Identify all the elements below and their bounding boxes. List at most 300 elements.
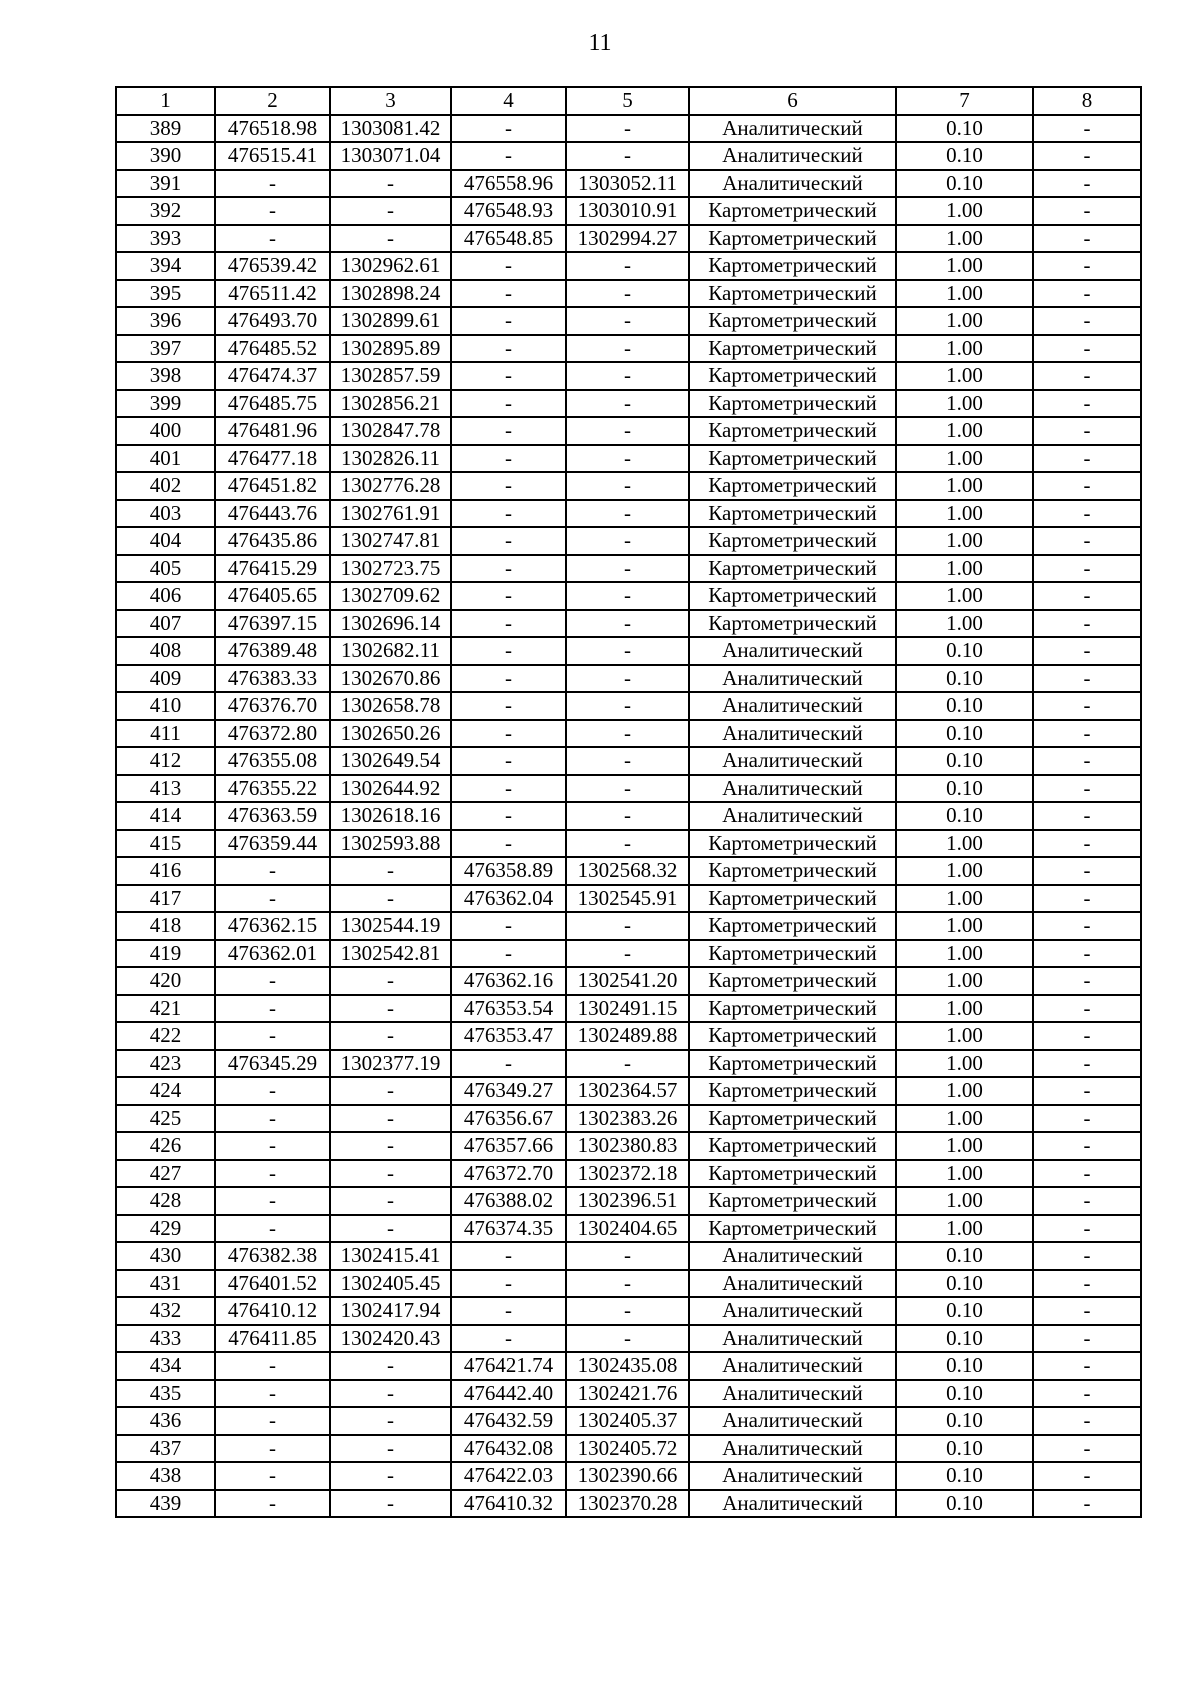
- table-cell: 476442.40: [451, 1380, 566, 1408]
- table-cell: -: [215, 1160, 330, 1188]
- table-row: [116, 1490, 1141, 1518]
- table-cell: 0.10: [896, 1297, 1033, 1325]
- table-cell: -: [1033, 252, 1141, 280]
- table-cell: -: [1033, 1297, 1141, 1325]
- table-cell: 0.10: [896, 115, 1033, 143]
- table-cell: 1302383.26: [566, 1105, 689, 1133]
- table-cell: Аналитический: [689, 692, 896, 720]
- table-cell: -: [451, 280, 566, 308]
- table-cell: 397: [116, 335, 215, 363]
- column-header: 7: [896, 87, 1033, 115]
- table-cell: Картометрический: [689, 307, 896, 335]
- table-cell: 476515.41: [215, 142, 330, 170]
- table-cell: -: [566, 775, 689, 803]
- table-cell: -: [566, 115, 689, 143]
- table-cell: -: [1033, 1105, 1141, 1133]
- table-cell: 476558.96: [451, 170, 566, 198]
- table-cell: Аналитический: [689, 775, 896, 803]
- table-cell: -: [215, 1022, 330, 1050]
- table-row: [116, 1325, 1141, 1353]
- table-cell: 476362.15: [215, 912, 330, 940]
- table-row: [116, 335, 1141, 363]
- table-row: [116, 912, 1141, 940]
- table-cell: 476382.38: [215, 1242, 330, 1270]
- table-cell: 1302544.19: [330, 912, 451, 940]
- table-cell: -: [330, 1022, 451, 1050]
- table-cell: Картометрический: [689, 555, 896, 583]
- table-cell: -: [1033, 335, 1141, 363]
- table-cell: -: [1033, 390, 1141, 418]
- table-cell: 1302847.78: [330, 417, 451, 445]
- table-cell: 1.00: [896, 912, 1033, 940]
- table-cell: Картометрический: [689, 1132, 896, 1160]
- table-cell: 476421.74: [451, 1352, 566, 1380]
- table-cell: 476372.70: [451, 1160, 566, 1188]
- table-cell: -: [1033, 940, 1141, 968]
- table-cell: -: [1033, 417, 1141, 445]
- table-cell: 409: [116, 665, 215, 693]
- table-cell: Картометрический: [689, 967, 896, 995]
- table-cell: 390: [116, 142, 215, 170]
- table-cell: 1.00: [896, 830, 1033, 858]
- table-cell: 476485.75: [215, 390, 330, 418]
- table-cell: -: [451, 720, 566, 748]
- table-cell: 1302723.75: [330, 555, 451, 583]
- table-cell: 427: [116, 1160, 215, 1188]
- table-cell: 394: [116, 252, 215, 280]
- table-cell: -: [330, 995, 451, 1023]
- table-row: [116, 500, 1141, 528]
- table-cell: -: [451, 912, 566, 940]
- table-cell: 476481.96: [215, 417, 330, 445]
- table-cell: -: [1033, 830, 1141, 858]
- table-cell: 1302370.28: [566, 1490, 689, 1518]
- table-cell: 476359.44: [215, 830, 330, 858]
- table-cell: 0.10: [896, 1270, 1033, 1298]
- table-cell: 438: [116, 1462, 215, 1490]
- table-cell: -: [1033, 307, 1141, 335]
- table-cell: 1302415.41: [330, 1242, 451, 1270]
- table-cell: -: [1033, 967, 1141, 995]
- table-cell: -: [1033, 1050, 1141, 1078]
- table-cell: -: [1033, 857, 1141, 885]
- table-cell: 1302390.66: [566, 1462, 689, 1490]
- table-cell: -: [330, 225, 451, 253]
- table-row: [116, 1380, 1141, 1408]
- table-cell: 476388.02: [451, 1187, 566, 1215]
- table-cell: -: [1033, 1352, 1141, 1380]
- table-cell: 1302380.83: [566, 1132, 689, 1160]
- table-cell: 422: [116, 1022, 215, 1050]
- table-cell: Картометрический: [689, 197, 896, 225]
- table-cell: 1302856.21: [330, 390, 451, 418]
- table-cell: 430: [116, 1242, 215, 1270]
- table-cell: Картометрический: [689, 582, 896, 610]
- table-row: [116, 527, 1141, 555]
- table-cell: 476389.48: [215, 637, 330, 665]
- table-cell: -: [566, 1325, 689, 1353]
- table-cell: -: [215, 1132, 330, 1160]
- table-cell: -: [215, 885, 330, 913]
- table-cell: 400: [116, 417, 215, 445]
- table-row: [116, 775, 1141, 803]
- table-cell: 406: [116, 582, 215, 610]
- table-cell: -: [451, 335, 566, 363]
- table-cell: 1302593.88: [330, 830, 451, 858]
- table-cell: 476477.18: [215, 445, 330, 473]
- table-row: [116, 802, 1141, 830]
- table-cell: Аналитический: [689, 1490, 896, 1518]
- table-cell: 476353.54: [451, 995, 566, 1023]
- table-cell: -: [566, 610, 689, 638]
- table-cell: -: [451, 362, 566, 390]
- table-row: [116, 857, 1141, 885]
- table-cell: 476355.22: [215, 775, 330, 803]
- table-cell: -: [1033, 802, 1141, 830]
- table-cell: 428: [116, 1187, 215, 1215]
- table-row: [116, 1407, 1141, 1435]
- table-cell: 412: [116, 747, 215, 775]
- table-cell: -: [215, 1187, 330, 1215]
- table-cell: 1.00: [896, 582, 1033, 610]
- table-cell: Аналитический: [689, 1242, 896, 1270]
- table-cell: -: [566, 472, 689, 500]
- table-cell: 1302994.27: [566, 225, 689, 253]
- table-cell: -: [215, 857, 330, 885]
- table-cell: 411: [116, 720, 215, 748]
- table-cell: -: [566, 527, 689, 555]
- table-cell: -: [451, 1050, 566, 1078]
- table-cell: -: [330, 1407, 451, 1435]
- table-cell: 1.00: [896, 280, 1033, 308]
- table-cell: -: [566, 555, 689, 583]
- table-cell: -: [451, 665, 566, 693]
- table-row: [116, 472, 1141, 500]
- table-cell: 437: [116, 1435, 215, 1463]
- table-cell: 396: [116, 307, 215, 335]
- table-cell: -: [1033, 500, 1141, 528]
- table-cell: 0.10: [896, 747, 1033, 775]
- table-cell: 1302826.11: [330, 445, 451, 473]
- table-cell: 1302618.16: [330, 802, 451, 830]
- table-cell: -: [566, 362, 689, 390]
- table-row: [116, 940, 1141, 968]
- table-cell: Картометрический: [689, 527, 896, 555]
- table-cell: 0.10: [896, 1462, 1033, 1490]
- table-cell: 416: [116, 857, 215, 885]
- table-cell: 1302405.72: [566, 1435, 689, 1463]
- table-cell: 434: [116, 1352, 215, 1380]
- table-row: [116, 830, 1141, 858]
- table-cell: Картометрический: [689, 1050, 896, 1078]
- table-cell: 1302396.51: [566, 1187, 689, 1215]
- table-cell: 476355.08: [215, 747, 330, 775]
- table-cell: -: [215, 225, 330, 253]
- table-cell: 1302709.62: [330, 582, 451, 610]
- table-cell: -: [1033, 1022, 1141, 1050]
- table-cell: 1302682.11: [330, 637, 451, 665]
- table-row: [116, 665, 1141, 693]
- table-cell: -: [1033, 197, 1141, 225]
- table-cell: 476485.52: [215, 335, 330, 363]
- table-cell: 476511.42: [215, 280, 330, 308]
- table-cell: 1.00: [896, 197, 1033, 225]
- table-cell: -: [451, 940, 566, 968]
- table-cell: 0.10: [896, 1490, 1033, 1518]
- table-cell: 410: [116, 692, 215, 720]
- table-cell: Картометрический: [689, 1105, 896, 1133]
- table-cell: -: [215, 170, 330, 198]
- table-cell: 476410.32: [451, 1490, 566, 1518]
- table-cell: 476358.89: [451, 857, 566, 885]
- table-row: [116, 1352, 1141, 1380]
- table-cell: Картометрический: [689, 1160, 896, 1188]
- table-cell: 1302895.89: [330, 335, 451, 363]
- table-cell: -: [566, 390, 689, 418]
- table-cell: 476518.98: [215, 115, 330, 143]
- table-cell: 1302541.20: [566, 967, 689, 995]
- table-cell: -: [566, 307, 689, 335]
- table-cell: -: [215, 995, 330, 1023]
- table-cell: 476353.47: [451, 1022, 566, 1050]
- table-cell: 1.00: [896, 252, 1033, 280]
- table-cell: -: [1033, 225, 1141, 253]
- table-row: [116, 967, 1141, 995]
- table-row: [116, 720, 1141, 748]
- table-cell: -: [566, 747, 689, 775]
- table-cell: -: [566, 335, 689, 363]
- table-cell: 476356.67: [451, 1105, 566, 1133]
- table-cell: -: [451, 1270, 566, 1298]
- table-cell: 0.10: [896, 692, 1033, 720]
- table-cell: 1.00: [896, 500, 1033, 528]
- table-cell: 1.00: [896, 885, 1033, 913]
- table-cell: 1302899.61: [330, 307, 451, 335]
- table-cell: 395: [116, 280, 215, 308]
- table-cell: Аналитический: [689, 1380, 896, 1408]
- table-cell: Картометрический: [689, 830, 896, 858]
- table-row: [116, 885, 1141, 913]
- table-header-row: [116, 87, 1141, 115]
- table-cell: 1.00: [896, 335, 1033, 363]
- column-header: 2: [215, 87, 330, 115]
- table-row: [116, 417, 1141, 445]
- table-row: [116, 1462, 1141, 1490]
- table-row: [116, 1297, 1141, 1325]
- table-cell: Картометрический: [689, 1022, 896, 1050]
- table-cell: 1302747.81: [330, 527, 451, 555]
- table-cell: -: [451, 115, 566, 143]
- table-cell: Аналитический: [689, 720, 896, 748]
- table-cell: -: [1033, 637, 1141, 665]
- table-cell: 476415.29: [215, 555, 330, 583]
- table-row: [116, 1435, 1141, 1463]
- table-cell: Картометрический: [689, 1187, 896, 1215]
- table-cell: 1.00: [896, 472, 1033, 500]
- table-cell: 1.00: [896, 555, 1033, 583]
- table-cell: 1303010.91: [566, 197, 689, 225]
- table-row: [116, 1132, 1141, 1160]
- table-cell: 1302761.91: [330, 500, 451, 528]
- table-cell: 423: [116, 1050, 215, 1078]
- table-cell: -: [566, 1242, 689, 1270]
- table-cell: -: [330, 1462, 451, 1490]
- table-cell: 1302372.18: [566, 1160, 689, 1188]
- table-cell: -: [1033, 1325, 1141, 1353]
- table-cell: Картометрический: [689, 857, 896, 885]
- table-cell: 476349.27: [451, 1077, 566, 1105]
- table-cell: Картометрический: [689, 1077, 896, 1105]
- table-cell: 1302420.43: [330, 1325, 451, 1353]
- table-row: [116, 170, 1141, 198]
- table-cell: -: [566, 1297, 689, 1325]
- table-cell: 1303052.11: [566, 170, 689, 198]
- table-cell: 476383.33: [215, 665, 330, 693]
- table-cell: 1302857.59: [330, 362, 451, 390]
- table-cell: 1.00: [896, 1077, 1033, 1105]
- table-cell: -: [330, 197, 451, 225]
- table-cell: -: [451, 747, 566, 775]
- table-cell: -: [330, 1215, 451, 1243]
- table-cell: 1302670.86: [330, 665, 451, 693]
- table-cell: -: [330, 1380, 451, 1408]
- table-cell: -: [451, 307, 566, 335]
- table-cell: -: [1033, 692, 1141, 720]
- table-cell: -: [1033, 555, 1141, 583]
- table-cell: 419: [116, 940, 215, 968]
- table-cell: 435: [116, 1380, 215, 1408]
- table-cell: 0.10: [896, 775, 1033, 803]
- table-cell: 0.10: [896, 170, 1033, 198]
- table-cell: Аналитический: [689, 1462, 896, 1490]
- table-cell: 1302377.19: [330, 1050, 451, 1078]
- table-cell: 1302542.81: [330, 940, 451, 968]
- table-cell: 391: [116, 170, 215, 198]
- table-cell: -: [1033, 720, 1141, 748]
- table-cell: Картометрический: [689, 280, 896, 308]
- table-cell: -: [215, 1105, 330, 1133]
- table-cell: -: [215, 1490, 330, 1518]
- table-cell: 401: [116, 445, 215, 473]
- table-cell: -: [566, 720, 689, 748]
- table-cell: 425: [116, 1105, 215, 1133]
- table-cell: -: [1033, 1270, 1141, 1298]
- table-cell: 476362.16: [451, 967, 566, 995]
- table-cell: -: [1033, 912, 1141, 940]
- table-cell: 403: [116, 500, 215, 528]
- column-header: 5: [566, 87, 689, 115]
- table-cell: -: [215, 1407, 330, 1435]
- table-cell: -: [1033, 885, 1141, 913]
- table-cell: -: [566, 280, 689, 308]
- page-number: 11: [588, 30, 612, 56]
- table-cell: -: [1033, 527, 1141, 555]
- table-cell: 1302898.24: [330, 280, 451, 308]
- table-cell: -: [566, 142, 689, 170]
- table-cell: -: [566, 912, 689, 940]
- table-cell: 414: [116, 802, 215, 830]
- table-cell: -: [566, 830, 689, 858]
- table-row: [116, 1270, 1141, 1298]
- table-cell: Картометрический: [689, 417, 896, 445]
- table-cell: 0.10: [896, 1352, 1033, 1380]
- table-row: [116, 307, 1141, 335]
- table-cell: 0.10: [896, 802, 1033, 830]
- table-cell: Аналитический: [689, 170, 896, 198]
- table-cell: 1.00: [896, 995, 1033, 1023]
- table-cell: 402: [116, 472, 215, 500]
- table-cell: -: [1033, 665, 1141, 693]
- column-header: 3: [330, 87, 451, 115]
- table-cell: -: [330, 857, 451, 885]
- table-cell: 1.00: [896, 527, 1033, 555]
- table-cell: -: [330, 1352, 451, 1380]
- table-cell: Картометрический: [689, 225, 896, 253]
- table-cell: 476411.85: [215, 1325, 330, 1353]
- table-cell: -: [451, 1325, 566, 1353]
- table-row: [116, 995, 1141, 1023]
- table-cell: 392: [116, 197, 215, 225]
- table-cell: -: [215, 1352, 330, 1380]
- table-cell: -: [566, 1050, 689, 1078]
- table-cell: 1302364.57: [566, 1077, 689, 1105]
- table-cell: 476376.70: [215, 692, 330, 720]
- table-cell: Картометрический: [689, 995, 896, 1023]
- table-cell: -: [451, 142, 566, 170]
- table-cell: -: [451, 390, 566, 418]
- table-cell: -: [1033, 472, 1141, 500]
- table-row: [116, 1160, 1141, 1188]
- table-cell: 1.00: [896, 1050, 1033, 1078]
- table-cell: Аналитический: [689, 1352, 896, 1380]
- table-cell: 404: [116, 527, 215, 555]
- table-cell: 1302962.61: [330, 252, 451, 280]
- table-cell: -: [215, 1462, 330, 1490]
- table-cell: -: [330, 1187, 451, 1215]
- table-cell: 1302405.45: [330, 1270, 451, 1298]
- table-cell: -: [566, 665, 689, 693]
- table-cell: -: [330, 170, 451, 198]
- table-cell: 1.00: [896, 1022, 1033, 1050]
- table-cell: -: [330, 885, 451, 913]
- table-cell: 1.00: [896, 362, 1033, 390]
- table-cell: Картометрический: [689, 500, 896, 528]
- table-cell: 413: [116, 775, 215, 803]
- table-cell: -: [1033, 362, 1141, 390]
- table-cell: 1303081.42: [330, 115, 451, 143]
- table-cell: 476493.70: [215, 307, 330, 335]
- table-cell: 432: [116, 1297, 215, 1325]
- table-cell: Картометрический: [689, 445, 896, 473]
- table-cell: 426: [116, 1132, 215, 1160]
- table-cell: -: [451, 527, 566, 555]
- table-cell: -: [1033, 995, 1141, 1023]
- table-cell: -: [1033, 115, 1141, 143]
- table-cell: -: [451, 637, 566, 665]
- table-cell: 1.00: [896, 857, 1033, 885]
- table-cell: 476410.12: [215, 1297, 330, 1325]
- table-cell: -: [451, 692, 566, 720]
- table-cell: 1303071.04: [330, 142, 451, 170]
- table-cell: 1.00: [896, 610, 1033, 638]
- table-cell: -: [330, 1105, 451, 1133]
- table-cell: -: [451, 500, 566, 528]
- table-cell: -: [451, 775, 566, 803]
- table-cell: -: [566, 252, 689, 280]
- table-cell: Картометрический: [689, 472, 896, 500]
- table-cell: 1.00: [896, 445, 1033, 473]
- table-cell: 421: [116, 995, 215, 1023]
